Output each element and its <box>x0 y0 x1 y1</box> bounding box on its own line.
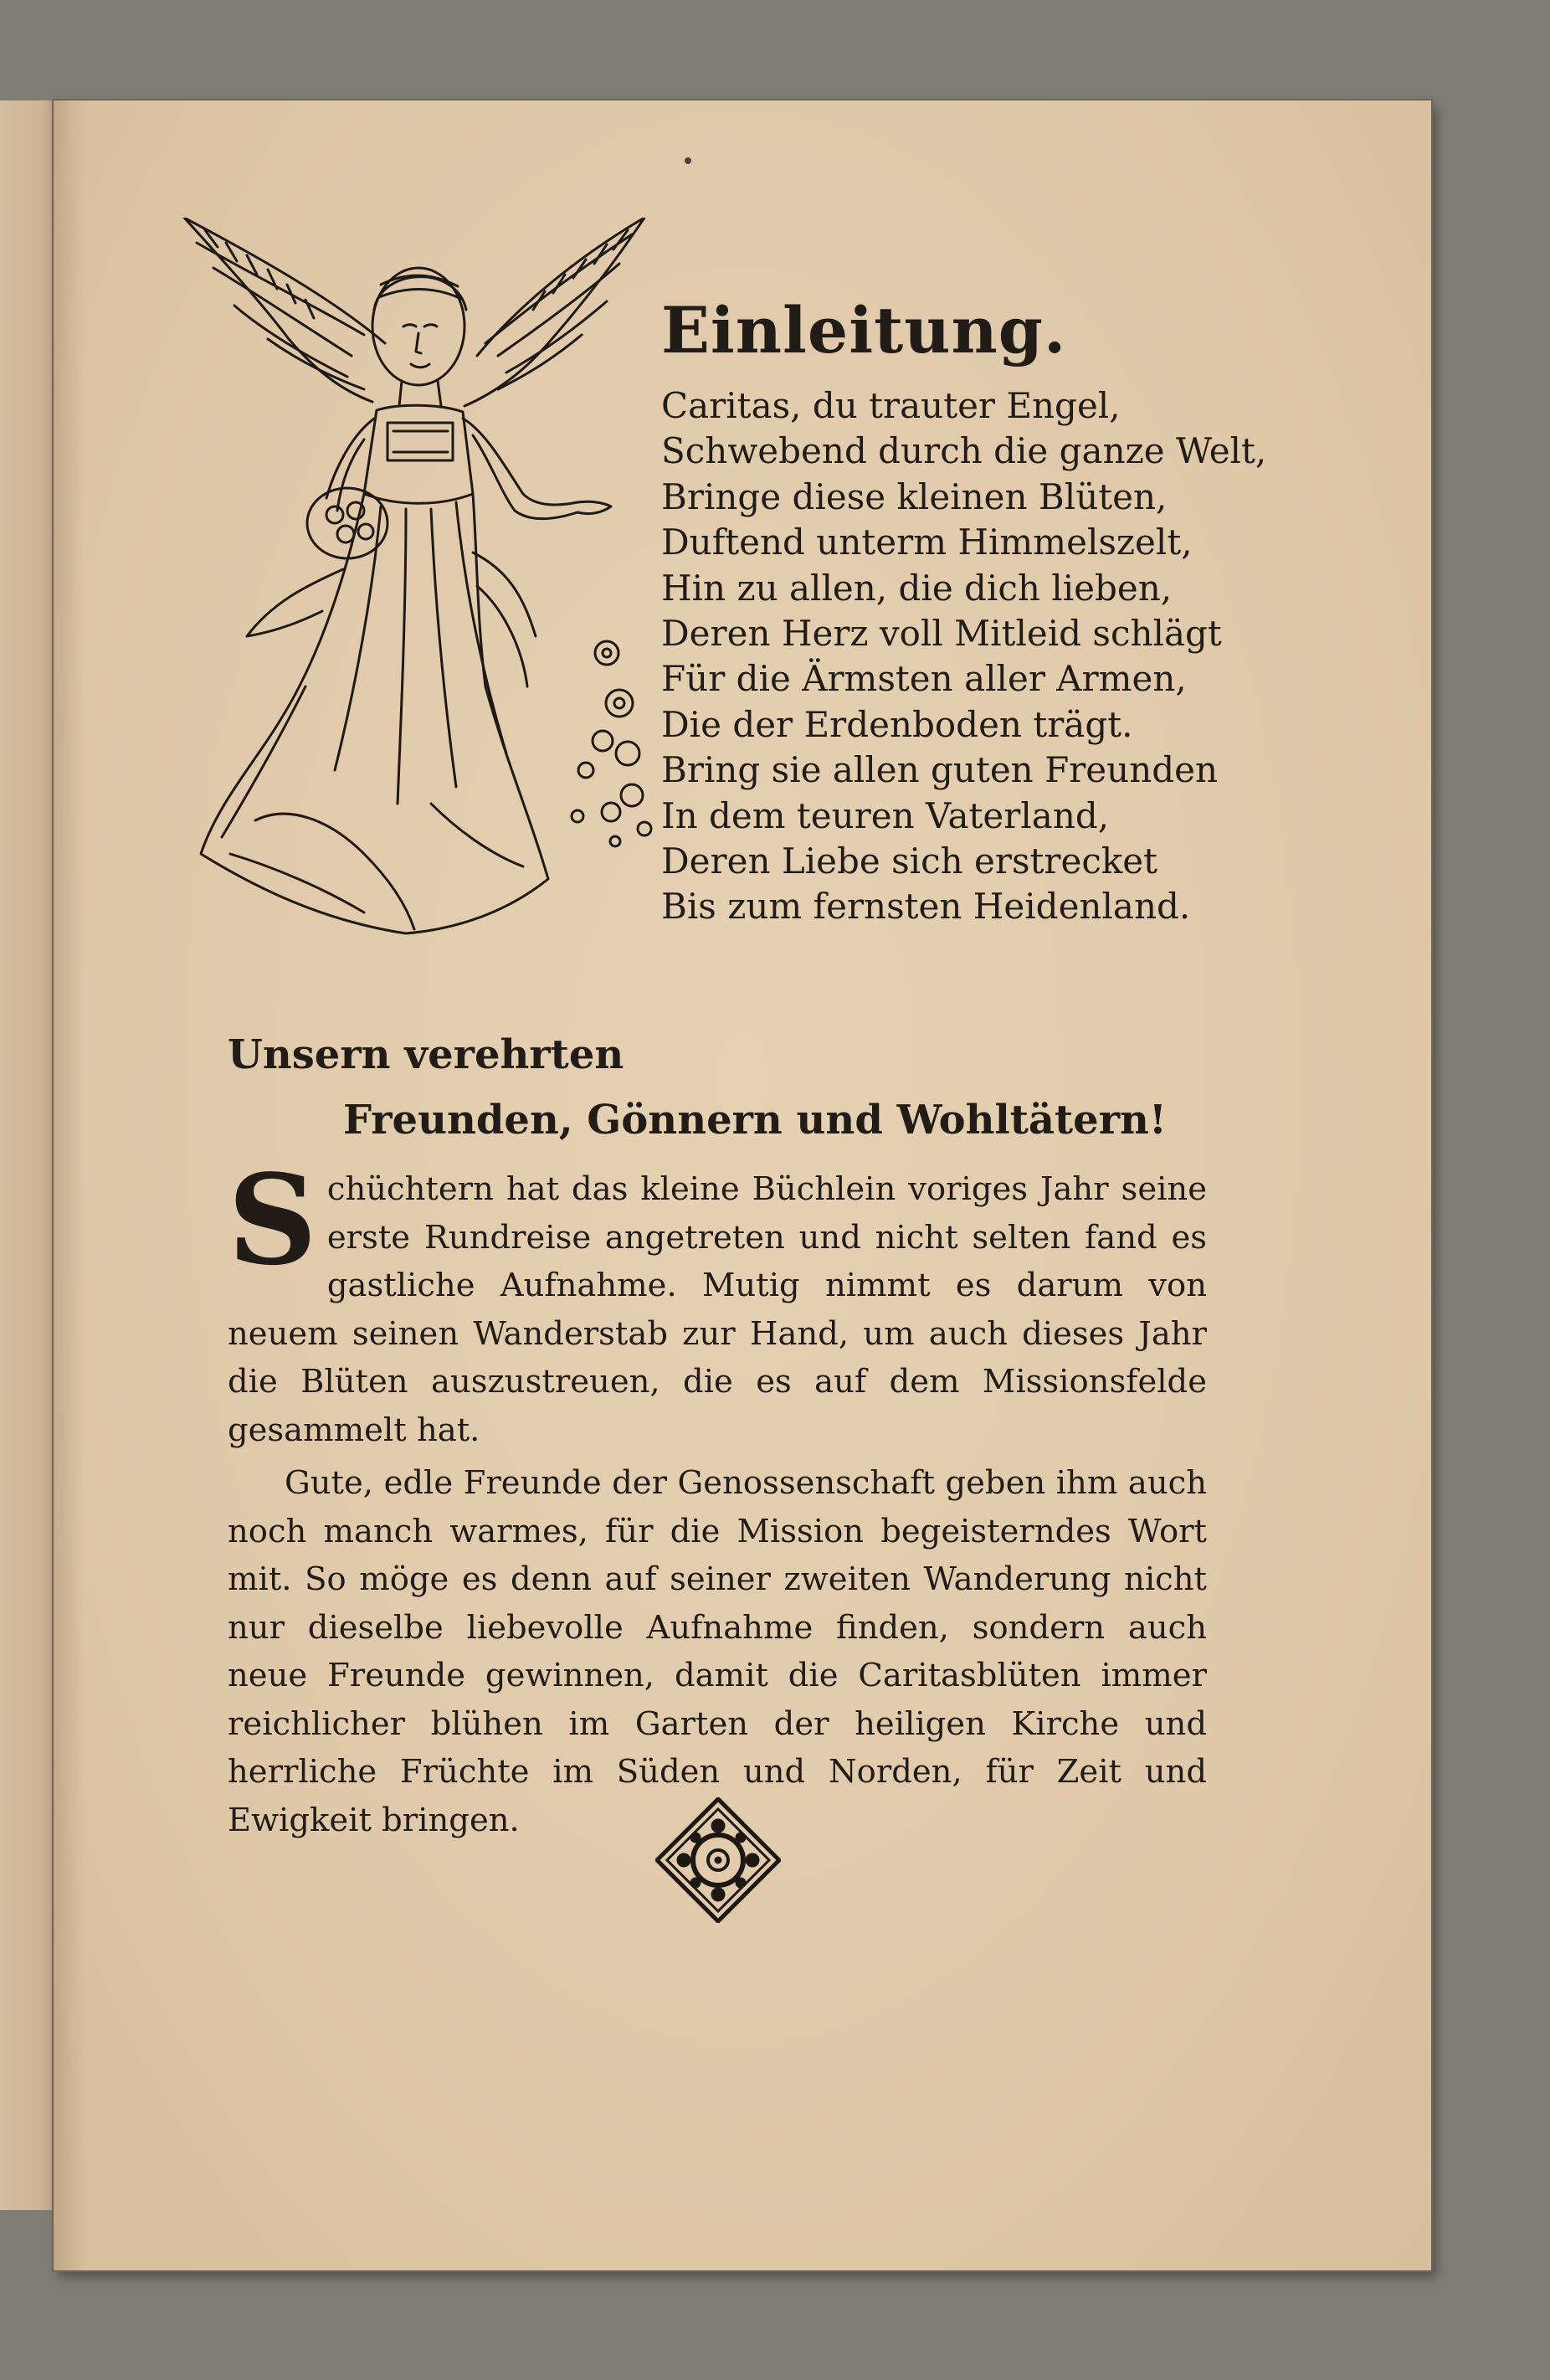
paragraph-2: Gute, edle Freunde der Genossenschaft geben ihm auch noch manch warmes, für die Mission begeisterndes Wort mit. So möge es denn auf seiner zweiten Wanderung nicht nur dieselbe liebevolle Aufnahme finden, sondern auch neue Freunde gewinnen, damit die Caritasblüten immer reichlicher blühen im Garten der heiligen Kirche und herrliche Früchte im Süden und Norden, für Zeit und Ewigkeit bringen. <box>228 1464 1207 1839</box>
poem-line: Deren Liebe sich erstrecket <box>661 840 1158 882</box>
floral-ornament-icon <box>655 1797 781 1923</box>
left-page-edge <box>0 100 60 2210</box>
chapter-title: Einleitung. <box>661 293 1067 368</box>
poem-line: Bring sie allen guten Freunden <box>661 749 1219 791</box>
paragraph-1 <box>228 1147 1207 1454</box>
poem-line: Hin zu allen, die dich lieben, <box>661 567 1173 609</box>
poem-line: Deren Herz voll Mitleid schlägt <box>661 613 1222 655</box>
print-mark <box>685 157 691 164</box>
poem-line: In dem teuren Vaterland, <box>661 794 1110 836</box>
dedication-heading-line1: Unsern verehrten <box>228 1031 624 1078</box>
dedication-heading-line2: Freunden, Gönnern und Wohltätern! <box>343 1097 1167 1144</box>
poem-line: Die der Erdenboden trägt. <box>661 703 1133 745</box>
poem-line: Schwebend durch die ganze Welt, <box>661 430 1267 472</box>
body-text <box>228 1147 1207 1844</box>
drop-cap: S <box>228 1147 317 1293</box>
angel-illustration-icon <box>155 218 657 946</box>
paragraph-1-text: chüchtern hat das kleine Büchlein voriges Jahr seine erste Rundreise angetreten und nicht selten fand es gastliche Aufnahme. Mutig nimmt es darum von neuem seinen Wanderstab zur Hand, um auch dieses Jahr die Blüten auszustreuen, die es auf dem Missionsfelde gesammelt hat. <box>228 1170 1207 1449</box>
poem-line: Bis zum fernsten Heidenland. <box>661 886 1191 928</box>
poem-line: Duftend unterm Himmelszelt, <box>661 522 1193 563</box>
poem-line: Bringe diese kleinen Blüten, <box>661 475 1168 517</box>
poem-line: Für die Ärmsten aller Armen, <box>661 658 1187 700</box>
poem <box>661 383 1267 930</box>
poem-line: Caritas, du trauter Engel, <box>661 385 1121 426</box>
